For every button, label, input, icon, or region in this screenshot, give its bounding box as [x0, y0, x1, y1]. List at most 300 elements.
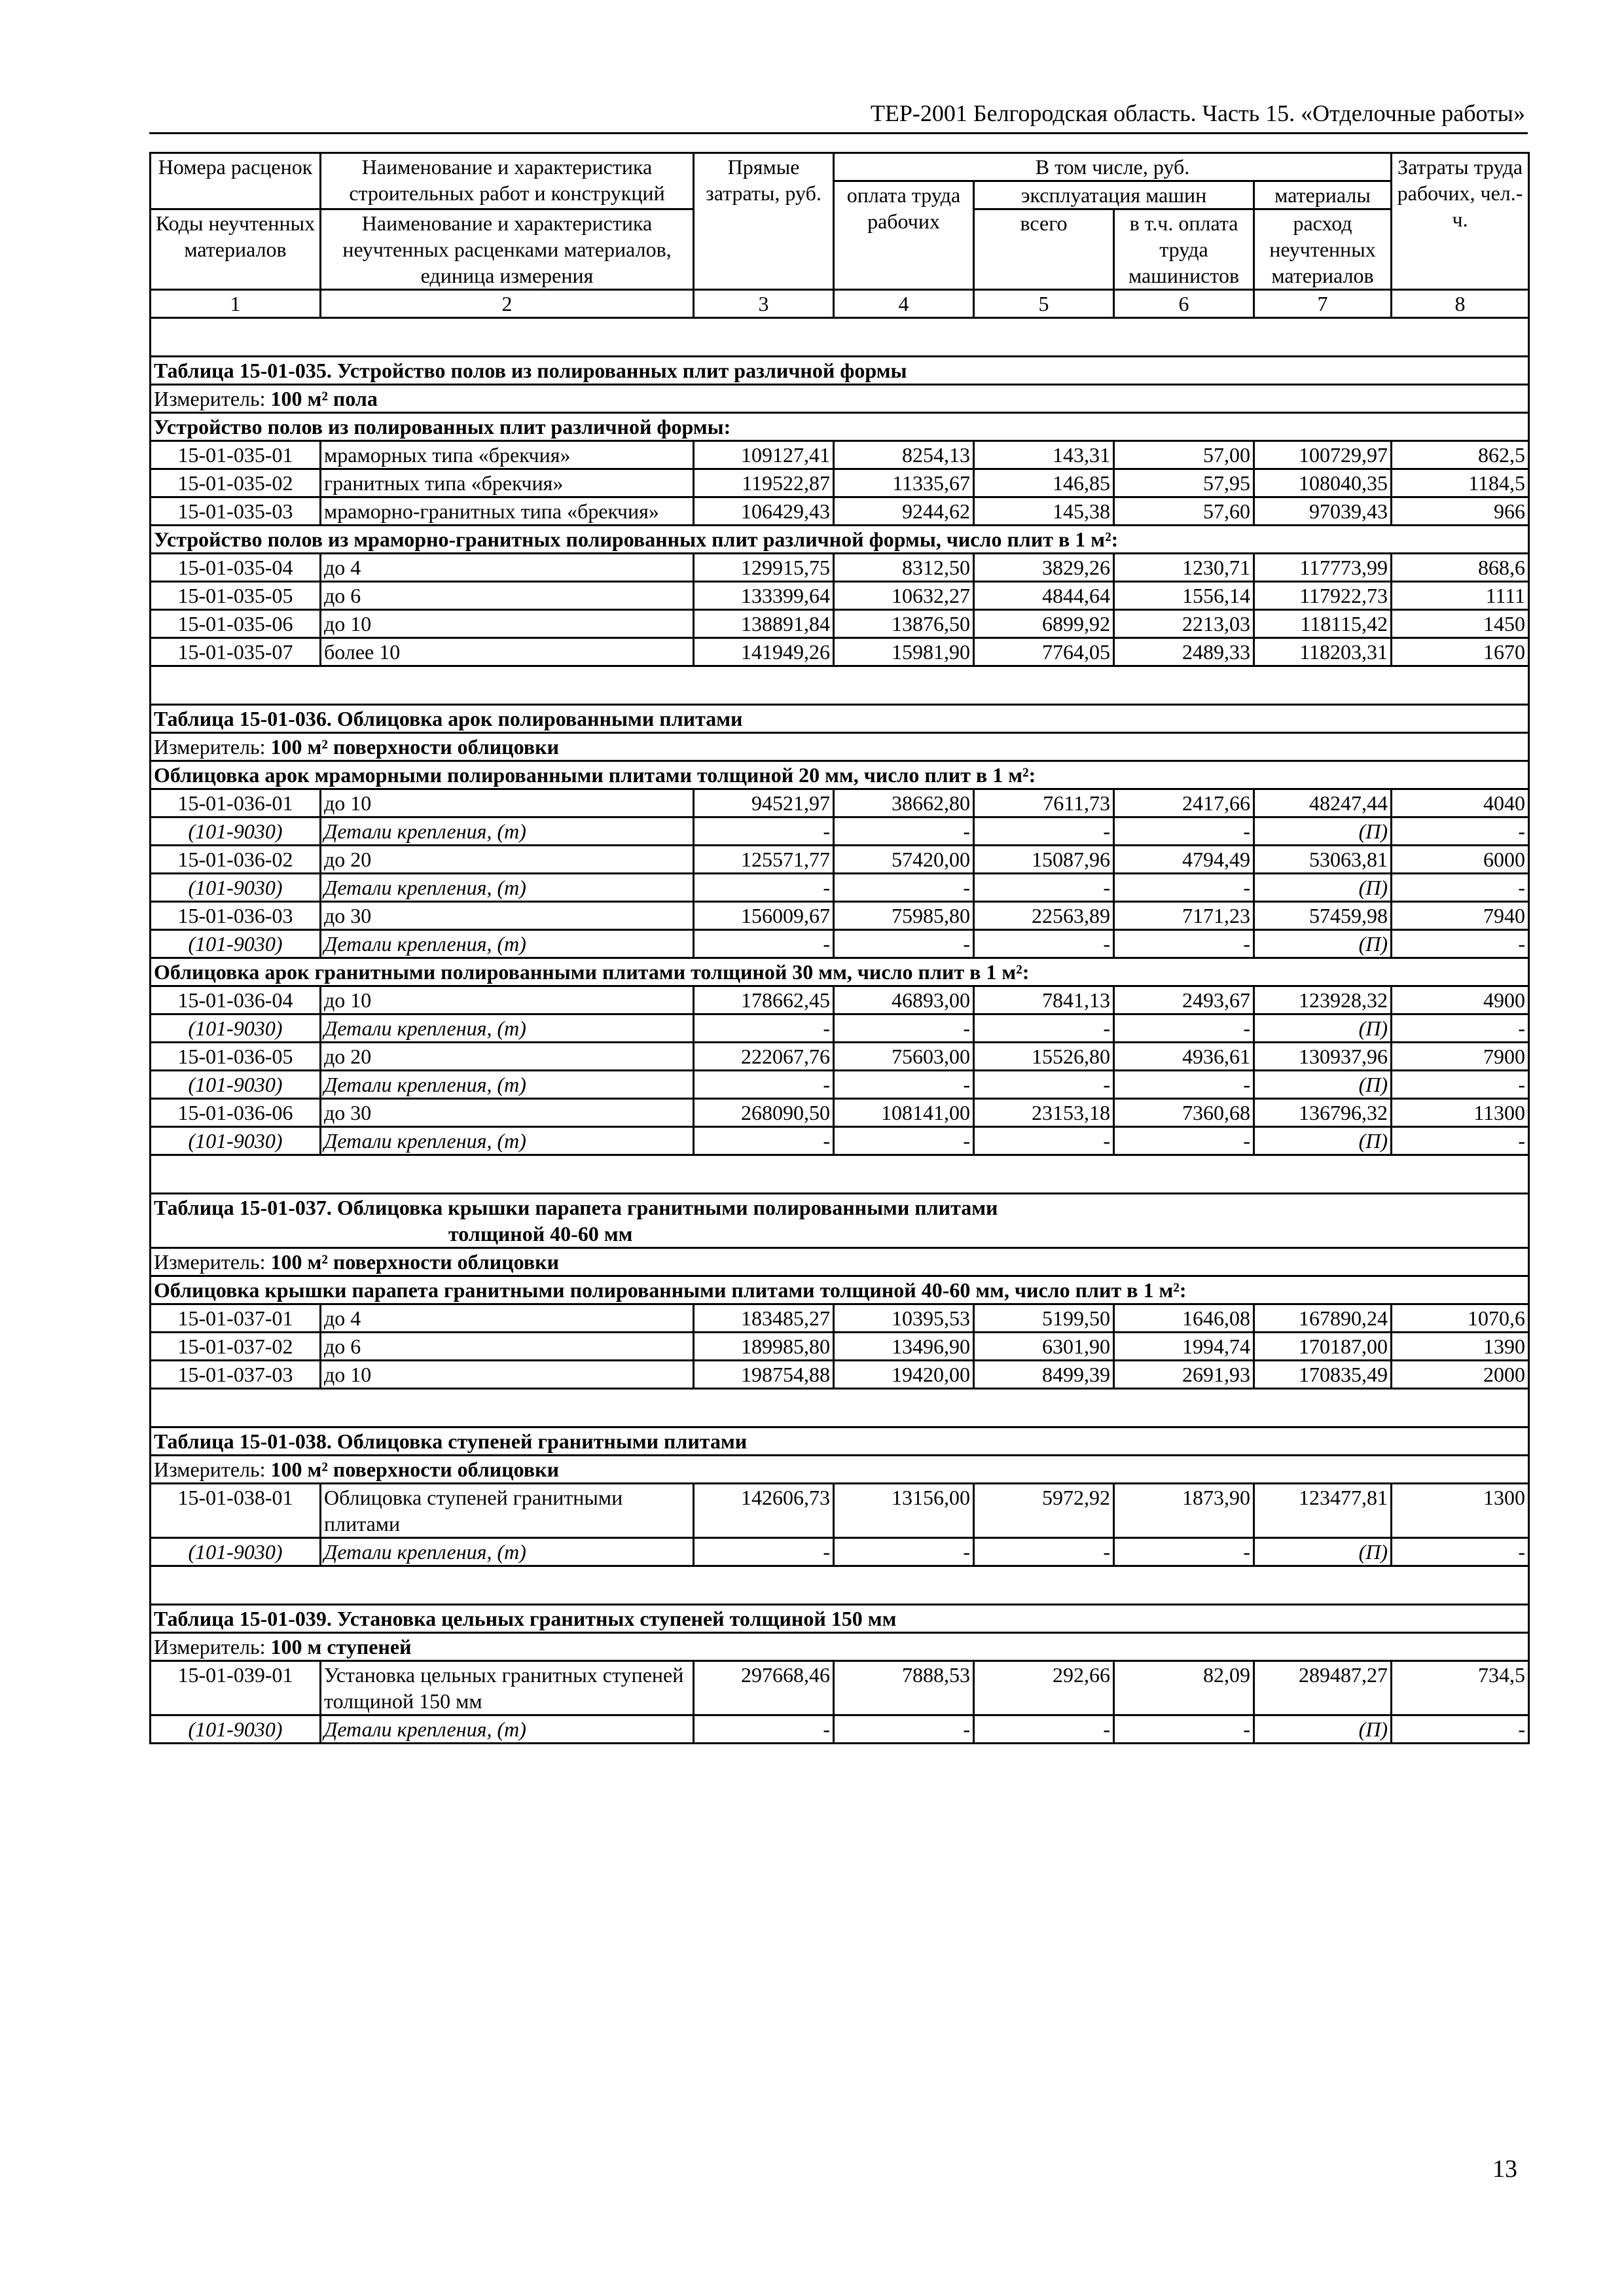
value-cell: 123928,32 [1254, 986, 1392, 1014]
rate-code: 15-01-035-06 [151, 610, 321, 638]
value-cell: - [974, 817, 1114, 846]
value-cell: - [1114, 1715, 1254, 1744]
value-cell: - [694, 817, 834, 846]
value-cell: - [834, 1014, 974, 1043]
measurer-row [151, 385, 1529, 413]
value-cell: 100729,97 [1254, 441, 1392, 469]
value-cell: 178662,45 [694, 986, 834, 1014]
material-row [151, 817, 1529, 846]
value-cell: (П) [1254, 930, 1392, 958]
value-cell: - [694, 1538, 834, 1566]
value-cell: 1184,5 [1392, 469, 1529, 497]
rate-row [151, 1304, 1529, 1333]
value-cell: 4040 [1392, 789, 1529, 817]
rate-code: 15-01-037-01 [151, 1304, 321, 1333]
measurer [151, 733, 1529, 761]
value-cell: 868,6 [1392, 554, 1529, 582]
value-cell: - [1392, 1538, 1529, 1566]
material-name: Детали крепления, (т) [321, 874, 694, 902]
material-row [151, 1071, 1529, 1099]
value-cell: 46893,00 [834, 986, 974, 1014]
value-cell: - [974, 1538, 1114, 1566]
value-cell: 10395,53 [834, 1304, 974, 1333]
value-cell: 4900 [1392, 986, 1529, 1014]
value-cell: 1300 [1392, 1484, 1529, 1538]
rate-name: гранитных типа «брекчия» [321, 469, 694, 497]
value-cell: 297668,46 [694, 1661, 834, 1715]
col8-header: Затраты труда рабочих, чел.-ч. [1392, 153, 1529, 290]
value-cell: 8312,50 [834, 554, 974, 582]
measurer-label: Измеритель: [154, 387, 266, 410]
rate-name: до 10 [321, 610, 694, 638]
spacer-cell [151, 1389, 1529, 1427]
page-header [149, 97, 1528, 134]
value-cell: 146,85 [974, 469, 1114, 497]
rate-row [151, 1661, 1529, 1715]
material-code: (101-9030) [151, 930, 321, 958]
value-cell: 198754,88 [694, 1361, 834, 1389]
rate-code: 15-01-037-03 [151, 1361, 321, 1389]
value-cell: 119522,87 [694, 469, 834, 497]
rate-code: 15-01-035-01 [151, 441, 321, 469]
material-row [151, 1715, 1529, 1744]
column-numbers-row [151, 290, 1529, 318]
value-cell: 1230,71 [1114, 554, 1254, 582]
value-cell: - [694, 1715, 834, 1744]
value-cell: 6899,92 [974, 610, 1114, 638]
rates-table [149, 152, 1530, 1744]
value-cell: 1646,08 [1114, 1304, 1254, 1333]
value-cell: 7360,68 [1114, 1099, 1254, 1127]
value-cell: - [974, 930, 1114, 958]
measurer-value: 100 м² поверхности облицовки [270, 1250, 560, 1274]
value-cell: 123477,81 [1254, 1484, 1392, 1538]
value-cell: 1556,14 [1114, 582, 1254, 610]
rate-code: 15-01-037-02 [151, 1333, 321, 1361]
rate-code: 15-01-036-02 [151, 846, 321, 874]
value-cell: - [974, 1014, 1114, 1043]
col-number: 3 [694, 290, 834, 318]
table-title [151, 1427, 1529, 1456]
value-cell: 289487,27 [1254, 1661, 1392, 1715]
value-cell: 1070,6 [1392, 1304, 1529, 1333]
value-cell: 1670 [1392, 638, 1529, 666]
measurer-value: 100 м ступеней [270, 1635, 412, 1659]
material-code: (101-9030) [151, 1127, 321, 1155]
rate-row [151, 1484, 1529, 1538]
group-heading-row [151, 1276, 1529, 1304]
table-title [151, 1194, 1529, 1248]
rate-name: до 4 [321, 1304, 694, 1333]
value-cell: 6301,90 [974, 1333, 1114, 1361]
section-spacer [151, 666, 1529, 705]
col4-header: оплата труда рабочих [834, 181, 974, 290]
measurer-label: Измеритель: [154, 735, 266, 759]
rate-row [151, 1361, 1529, 1389]
value-cell: 4794,49 [1114, 846, 1254, 874]
value-cell: (П) [1254, 817, 1392, 846]
value-cell: - [1392, 1715, 1529, 1744]
value-cell: - [1114, 1071, 1254, 1099]
value-cell: - [694, 874, 834, 902]
rate-name: до 20 [321, 846, 694, 874]
material-code: (101-9030) [151, 1071, 321, 1099]
col7-header: расход неучтенных материалов [1254, 209, 1392, 290]
value-cell: 966 [1392, 497, 1529, 526]
value-cell: 5199,50 [974, 1304, 1114, 1333]
value-cell: 117922,73 [1254, 582, 1392, 610]
table-title [151, 357, 1529, 385]
value-cell: 222067,76 [694, 1043, 834, 1071]
group-heading: Устройство полов из мраморно-гранитных полированных плит различной формы, число плит в 1 м²: [151, 526, 1529, 554]
value-cell: 108040,35 [1254, 469, 1392, 497]
value-cell: 268090,50 [694, 1099, 834, 1127]
value-cell: 183485,27 [694, 1304, 834, 1333]
material-name: Детали крепления, (т) [321, 1127, 694, 1155]
value-cell: 130937,96 [1254, 1043, 1392, 1071]
value-cell: (П) [1254, 1127, 1392, 1155]
value-cell: 11335,67 [834, 469, 974, 497]
col-number: 7 [1254, 290, 1392, 318]
rate-name: до 6 [321, 1333, 694, 1361]
rate-row [151, 986, 1529, 1014]
col2-top-header: Наименование и характеристика строительных работ и конструкций [321, 153, 694, 209]
rate-row [151, 1099, 1529, 1127]
measurer-label: Измеритель: [154, 1250, 266, 1274]
value-cell: 2489,33 [1114, 638, 1254, 666]
rate-code: 15-01-035-04 [151, 554, 321, 582]
material-code: (101-9030) [151, 817, 321, 846]
value-cell: 1111 [1392, 582, 1529, 610]
value-cell: - [694, 1071, 834, 1099]
rate-code: 15-01-035-07 [151, 638, 321, 666]
value-cell: 13156,00 [834, 1484, 974, 1538]
rate-name: до 20 [321, 1043, 694, 1071]
table-title-text: Таблица 15-01-036. Облицовка арок полированными плитами [154, 707, 743, 730]
value-cell: 2213,03 [1114, 610, 1254, 638]
rate-row [151, 441, 1529, 469]
table-title-text: Таблица 15-01-035. Устройство полов из полированных плит различной формы [154, 359, 907, 382]
value-cell: - [1114, 930, 1254, 958]
material-name: Детали крепления, (т) [321, 1014, 694, 1043]
material-name: Детали крепления, (т) [321, 817, 694, 846]
col6-header: в т.ч. оплата труда машинистов [1114, 209, 1254, 290]
value-cell: 10632,27 [834, 582, 974, 610]
rate-code: 15-01-035-02 [151, 469, 321, 497]
rate-name: до 30 [321, 1099, 694, 1127]
table-title-text: Таблица 15-01-038. Облицовка ступеней гранитными плитами [154, 1429, 748, 1453]
value-cell: (П) [1254, 1071, 1392, 1099]
value-cell: - [834, 1071, 974, 1099]
measurer-row [151, 733, 1529, 761]
value-cell: - [694, 1014, 834, 1043]
value-cell: 19420,00 [834, 1361, 974, 1389]
value-cell: 9244,62 [834, 497, 974, 526]
value-cell: 6000 [1392, 846, 1529, 874]
measurer-row [151, 1248, 1529, 1276]
including-header: В том числе, руб. [834, 153, 1392, 181]
value-cell: 1390 [1392, 1333, 1529, 1361]
value-cell: - [694, 930, 834, 958]
value-cell: (П) [1254, 1715, 1392, 1744]
value-cell: - [834, 1127, 974, 1155]
col5-header: всего [974, 209, 1114, 290]
value-cell: 7611,73 [974, 789, 1114, 817]
value-cell: - [1392, 874, 1529, 902]
value-cell: 145,38 [974, 497, 1114, 526]
value-cell: - [1114, 1127, 1254, 1155]
col-number: 6 [1114, 290, 1254, 318]
spacer-cell [151, 1155, 1529, 1194]
value-cell: 170835,49 [1254, 1361, 1392, 1389]
value-cell: 8499,39 [974, 1361, 1114, 1389]
value-cell: 57,00 [1114, 441, 1254, 469]
value-cell: 117773,99 [1254, 554, 1392, 582]
rate-row [151, 582, 1529, 610]
value-cell: - [974, 1715, 1114, 1744]
value-cell: - [974, 1127, 1114, 1155]
col-number: 2 [321, 290, 694, 318]
col-number: 4 [834, 290, 974, 318]
page-number: 13 [1492, 2155, 1517, 2183]
rate-code: 15-01-036-04 [151, 986, 321, 1014]
value-cell: - [974, 1071, 1114, 1099]
value-cell: 138891,84 [694, 610, 834, 638]
material-name: Детали крепления, (т) [321, 930, 694, 958]
rate-row [151, 1333, 1529, 1361]
value-cell: 15087,96 [974, 846, 1114, 874]
col-number: 8 [1392, 290, 1529, 318]
value-cell: - [834, 930, 974, 958]
value-cell: - [1392, 1071, 1529, 1099]
value-cell: - [1392, 817, 1529, 846]
col1-top-header: Номера расценок [151, 153, 321, 209]
value-cell: - [1392, 1014, 1529, 1043]
value-cell: 292,66 [974, 1661, 1114, 1715]
value-cell: 8254,13 [834, 441, 974, 469]
value-cell: 48247,44 [1254, 789, 1392, 817]
value-cell: 7940 [1392, 902, 1529, 930]
rate-code: 15-01-036-05 [151, 1043, 321, 1071]
value-cell: 53063,81 [1254, 846, 1392, 874]
measurer-value: 100 м² поверхности облицовки [270, 735, 560, 759]
rate-row [151, 554, 1529, 582]
material-row [151, 930, 1529, 958]
value-cell: 156009,67 [694, 902, 834, 930]
value-cell: 189985,80 [694, 1333, 834, 1361]
value-cell: 133399,64 [694, 582, 834, 610]
value-cell: 38662,80 [834, 789, 974, 817]
material-code: (101-9030) [151, 1715, 321, 1744]
value-cell: 141949,26 [694, 638, 834, 666]
material-code: (101-9030) [151, 1538, 321, 1566]
material-name: Детали крепления, (т) [321, 1071, 694, 1099]
value-cell: 57459,98 [1254, 902, 1392, 930]
value-cell: - [1114, 1014, 1254, 1043]
group-heading: Облицовка арок мраморными полированными плитами толщиной 20 мм, число плит в 1 м²: [151, 761, 1529, 789]
rate-row [151, 846, 1529, 874]
measurer-label: Измеритель: [154, 1458, 266, 1481]
machines-header: эксплуатация машин [974, 181, 1254, 209]
material-row [151, 1127, 1529, 1155]
rate-name: Облицовка ступеней гранитными плитами [321, 1484, 694, 1538]
value-cell: 4936,61 [1114, 1043, 1254, 1071]
measurer-label: Измеритель: [154, 1635, 266, 1659]
material-row [151, 1538, 1529, 1566]
value-cell: 13876,50 [834, 610, 974, 638]
col-number: 1 [151, 290, 321, 318]
value-cell: - [1392, 930, 1529, 958]
rate-row [151, 789, 1529, 817]
rate-name: до 10 [321, 986, 694, 1014]
header-title: ТЕР-2001 Белгородская область. Часть 15. «Отделочные работы» [870, 100, 1525, 126]
value-cell: 15526,80 [974, 1043, 1114, 1071]
rate-code: 15-01-036-03 [151, 902, 321, 930]
material-code: (101-9030) [151, 1014, 321, 1043]
value-cell: 143,31 [974, 441, 1114, 469]
value-cell: (П) [1254, 1538, 1392, 1566]
header-row-1 [151, 153, 1529, 181]
value-cell: 15981,90 [834, 638, 974, 666]
material-code: (101-9030) [151, 874, 321, 902]
value-cell: 136796,32 [1254, 1099, 1392, 1127]
table-title-row [151, 705, 1529, 733]
rate-code: 15-01-039-01 [151, 1661, 321, 1715]
table-title [151, 1605, 1529, 1633]
value-cell: 22563,89 [974, 902, 1114, 930]
value-cell: 142606,73 [694, 1484, 834, 1538]
value-cell: - [834, 817, 974, 846]
table-title-row [151, 1194, 1529, 1248]
value-cell: 13496,90 [834, 1333, 974, 1361]
value-cell: 4844,64 [974, 582, 1114, 610]
value-cell: 2417,66 [1114, 789, 1254, 817]
value-cell: 57420,00 [834, 846, 974, 874]
value-cell: 57,95 [1114, 469, 1254, 497]
rate-code: 15-01-035-05 [151, 582, 321, 610]
value-cell: 109127,41 [694, 441, 834, 469]
rate-name: до 6 [321, 582, 694, 610]
rate-name: до 10 [321, 789, 694, 817]
value-cell: - [1114, 1538, 1254, 1566]
table-title-continuation: толщиной 40-60 мм [448, 1222, 633, 1246]
spacer-cell [151, 318, 1529, 357]
material-row [151, 874, 1529, 902]
value-cell: - [834, 1715, 974, 1744]
material-name: Детали крепления, (т) [321, 1715, 694, 1744]
rate-code: 15-01-036-01 [151, 789, 321, 817]
rate-name: более 10 [321, 638, 694, 666]
rate-name: до 4 [321, 554, 694, 582]
value-cell: 7171,23 [1114, 902, 1254, 930]
rate-row [151, 638, 1529, 666]
table-title-text: Таблица 15-01-039. Установка цельных гранитных ступеней толщиной 150 мм [154, 1607, 897, 1630]
value-cell: - [834, 874, 974, 902]
rate-code: 15-01-035-03 [151, 497, 321, 526]
value-cell: 7841,13 [974, 986, 1114, 1014]
value-cell: - [1114, 874, 1254, 902]
value-cell: 125571,77 [694, 846, 834, 874]
section-spacer [151, 1155, 1529, 1194]
section-spacer [151, 1566, 1529, 1605]
table-title-row [151, 1605, 1529, 1633]
table-title-text: Таблица 15-01-037. Облицовка крышки парапета гранитными полированными плитами [154, 1196, 998, 1219]
value-cell: 1994,74 [1114, 1333, 1254, 1361]
value-cell: 1450 [1392, 610, 1529, 638]
group-heading-row [151, 526, 1529, 554]
value-cell: 2000 [1392, 1361, 1529, 1389]
measurer-row [151, 1633, 1529, 1661]
material-row [151, 1014, 1529, 1043]
rate-row [151, 469, 1529, 497]
rate-name: до 10 [321, 1361, 694, 1389]
col2-bottom-header: Наименование и характеристика неучтенных расценками материалов, единица измерения [321, 209, 694, 290]
rate-row [151, 610, 1529, 638]
value-cell: 118115,42 [1254, 610, 1392, 638]
value-cell: 1873,90 [1114, 1484, 1254, 1538]
spacer-cell [151, 1566, 1529, 1605]
group-heading: Облицовка крышки парапета гранитными полированными плитами толщиной 40-60 мм, число плит в 1 м²: [151, 1276, 1529, 1304]
value-cell: 3829,26 [974, 554, 1114, 582]
table-title-row [151, 357, 1529, 385]
value-cell: 97039,43 [1254, 497, 1392, 526]
value-cell: 108141,00 [834, 1099, 974, 1127]
value-cell: - [694, 1127, 834, 1155]
value-cell: 2493,67 [1114, 986, 1254, 1014]
section-spacer [151, 318, 1529, 357]
table-title [151, 705, 1529, 733]
group-heading-row [151, 958, 1529, 986]
col3-header: Прямые затраты, руб. [694, 153, 834, 290]
rate-row [151, 1043, 1529, 1071]
material-name: Детали крепления, (т) [321, 1538, 694, 1566]
measurer [151, 1456, 1529, 1484]
value-cell: (П) [1254, 1014, 1392, 1043]
rate-code: 15-01-036-06 [151, 1099, 321, 1127]
value-cell: 57,60 [1114, 497, 1254, 526]
rate-name: Установка цельных гранитных ступеней толщиной 150 мм [321, 1661, 694, 1715]
measurer-value: 100 м² пола [270, 387, 378, 410]
value-cell: 5972,92 [974, 1484, 1114, 1538]
value-cell: 118203,31 [1254, 638, 1392, 666]
measurer-value: 100 м² поверхности облицовки [270, 1458, 560, 1481]
rate-name: мраморных типа «брекчия» [321, 441, 694, 469]
value-cell: 75603,00 [834, 1043, 974, 1071]
value-cell: 734,5 [1392, 1661, 1529, 1715]
value-cell: (П) [1254, 874, 1392, 902]
rate-code: 15-01-038-01 [151, 1484, 321, 1538]
value-cell: 82,09 [1114, 1661, 1254, 1715]
value-cell: 11300 [1392, 1099, 1529, 1127]
value-cell: 170187,00 [1254, 1333, 1392, 1361]
materials-header: материалы [1254, 181, 1392, 209]
group-heading: Облицовка арок гранитными полированными плитами толщиной 30 мм, число плит в 1 м²: [151, 958, 1529, 986]
value-cell: 862,5 [1392, 441, 1529, 469]
value-cell: - [834, 1538, 974, 1566]
table-title-row [151, 1427, 1529, 1456]
document-body [149, 152, 1528, 1744]
value-cell: 75985,80 [834, 902, 974, 930]
value-cell: 23153,18 [974, 1099, 1114, 1127]
measurer [151, 385, 1529, 413]
value-cell: 106429,43 [694, 497, 834, 526]
col-number: 5 [974, 290, 1114, 318]
value-cell: 7764,05 [974, 638, 1114, 666]
measurer-row [151, 1456, 1529, 1484]
group-heading: Устройство полов из полированных плит различной формы: [151, 413, 1529, 441]
measurer [151, 1248, 1529, 1276]
value-cell: - [1392, 1127, 1529, 1155]
